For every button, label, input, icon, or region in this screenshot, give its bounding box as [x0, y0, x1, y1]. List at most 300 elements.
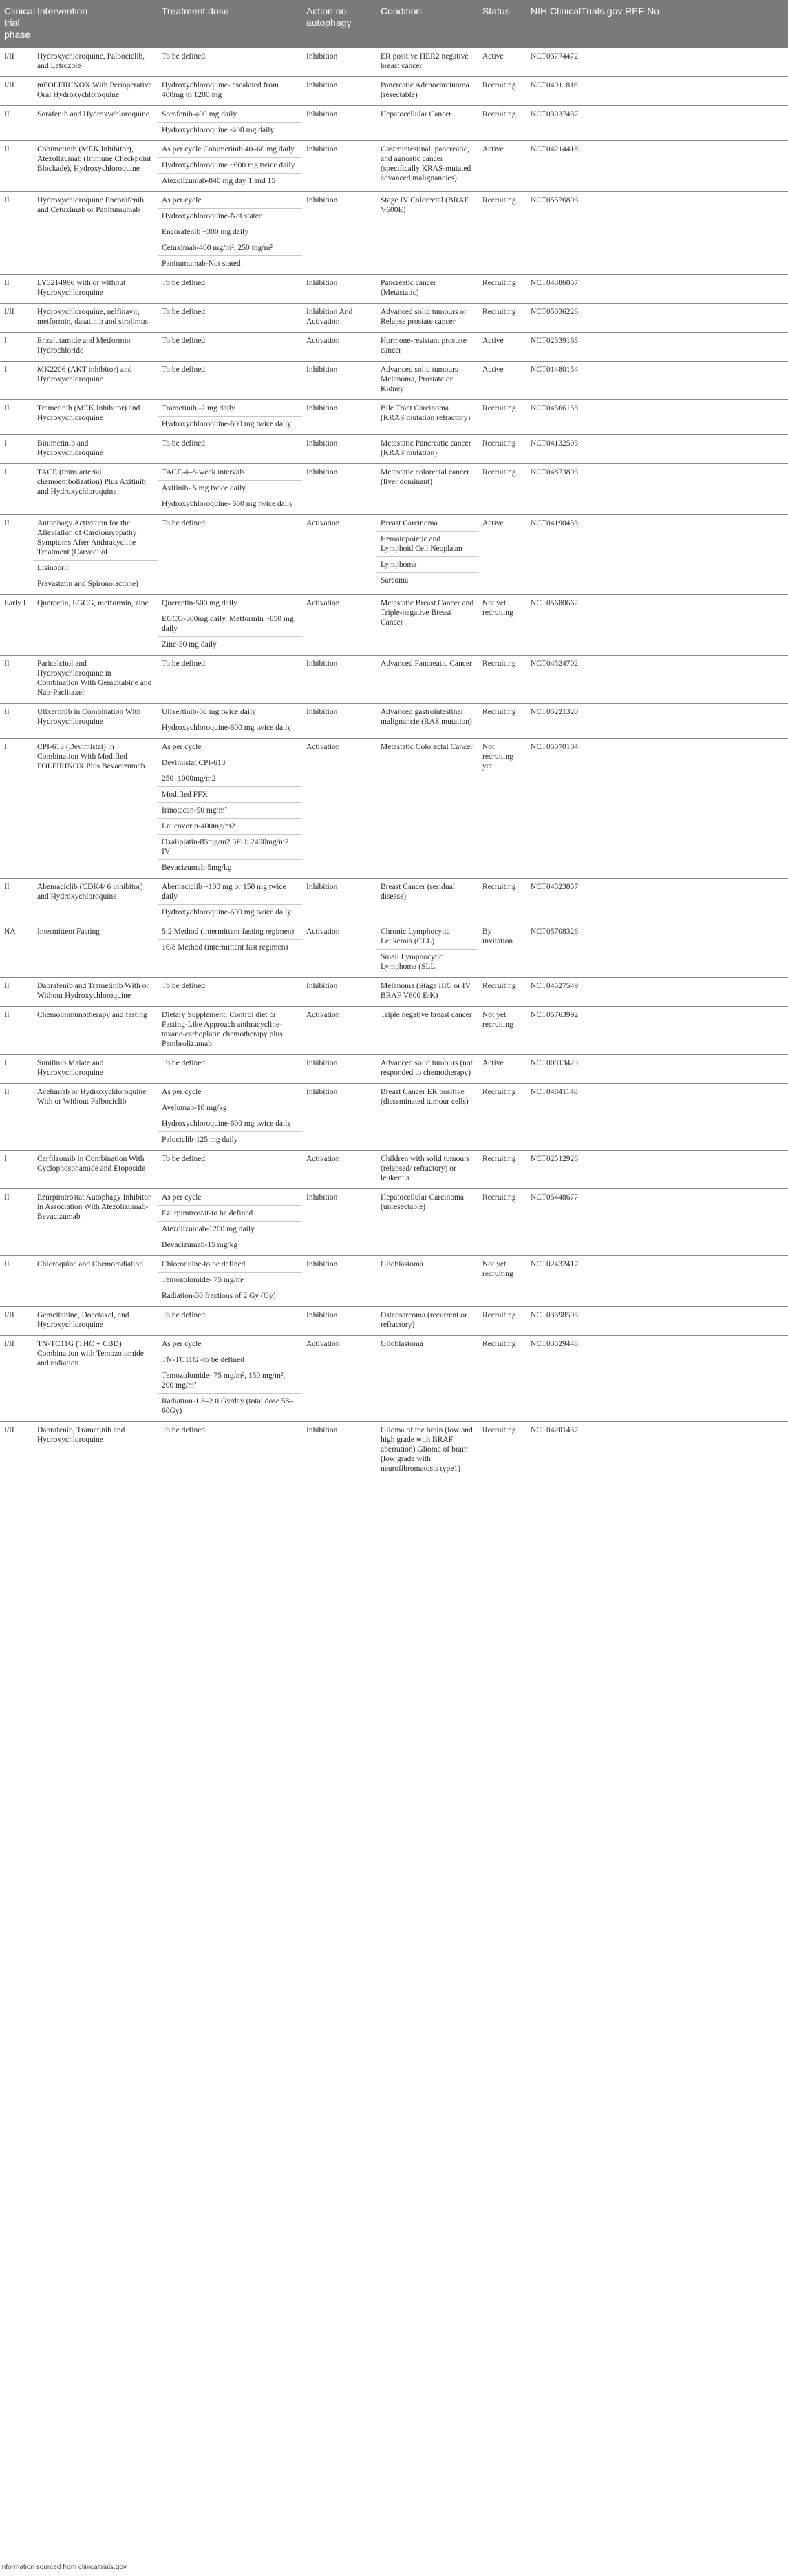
cell-treatment-dose-line: 16/8 Method (intermittent fast regimen): [158, 939, 302, 955]
table-row: [0, 77, 788, 106]
cell-treatment-dose-line: Chloroquine-to be defined: [162, 1260, 246, 1268]
cell-condition-line: Glioblastoma: [381, 1340, 423, 1348]
cell-condition: [376, 1336, 478, 1422]
cell-condition-line: Gastrointestinal, pancreatic, and agnostic cancer (specifically KRAS-mutated advanced malignancies): [381, 145, 471, 182]
cell-intervention-line: Chloroquine and Chemoradiation: [37, 1260, 143, 1268]
cell-intervention-line: Intermittent Fasting: [37, 928, 100, 936]
cell-ref: NCT03598595: [531, 1311, 578, 1319]
cell-status: Recruiting: [482, 404, 516, 412]
cell-condition: [376, 1151, 478, 1189]
cell-intervention: [33, 1336, 158, 1422]
cell-ref: NCT04190433: [531, 519, 578, 527]
cell-intervention-line: Hydroxychloroquine Encorafenib and Cetuximab or Panitumumab: [37, 196, 144, 214]
cell-condition-line: Hormone-resistant prostate cancer: [381, 337, 467, 355]
table-row: [0, 515, 788, 595]
cell-treatment-dose-line: To be defined: [162, 1426, 206, 1434]
table-row: [0, 879, 788, 923]
table-row: [0, 1422, 788, 1480]
cell-action: Inhibition: [306, 660, 338, 668]
cell-intervention-line: Gemcitabine, Docetaxel, and Hydroxychloroquine: [37, 1311, 129, 1329]
cell-treatment-dose-line: Sorafenib-400 mg daily: [162, 110, 237, 118]
cell-treatment-dose-line: EGCG-300mg daily, Metformin ~850 mg daily: [158, 611, 302, 636]
cell-action: Inhibition: [306, 883, 338, 891]
table-row: [0, 1007, 788, 1055]
cell-status: Active: [482, 145, 504, 154]
cell-action: Inhibition: [306, 110, 338, 118]
cell-intervention-line: Sunitinib Malate and Hydroxychloroquine: [37, 1059, 104, 1077]
cell-intervention: [33, 1256, 158, 1307]
cell-condition: [376, 923, 478, 978]
cell-intervention-line: LY3214996 with or without Hydroxychloroquine: [37, 279, 126, 297]
cell-treatment-dose: [158, 1422, 302, 1480]
cell-ref: NCT05576896: [531, 196, 578, 205]
cell-condition-line: Advanced gastrointestinal malignancie (RAS mutation): [381, 708, 472, 726]
cell-ref: NCT04527549: [531, 982, 578, 990]
cell-ref: NCT05221320: [531, 708, 578, 716]
cell-treatment-dose-line: Bevacizumab-15 mg/kg: [158, 1237, 302, 1253]
cell-status: Recruiting: [482, 279, 516, 287]
cell-treatment-dose-line: Bevacizumab-5mg/kg: [158, 859, 302, 875]
cell-action: Inhibition: [306, 366, 338, 374]
cell-treatment-dose-line: 250–1000mg/m2: [158, 771, 302, 786]
cell-ref: NCT04523857: [531, 883, 578, 891]
cell-ref: NCT04873895: [531, 468, 578, 477]
cell-treatment-dose-line: Devimistat CPI-613: [158, 755, 302, 771]
cell-phase: II: [4, 196, 10, 205]
cell-intervention-line: Ulixertinib in Combination With Hydroxychloroquine: [37, 708, 141, 726]
cell-condition: [376, 304, 478, 333]
cell-phase: II: [4, 279, 10, 287]
cell-ref: NCT04386057: [531, 279, 578, 287]
cell-treatment-dose: [158, 704, 302, 739]
cell-condition-line: Chronic Lymphocytic Leukemia (CLL): [381, 928, 450, 945]
cell-intervention: [33, 1007, 158, 1055]
cell-ref: NCT05448677: [531, 1193, 578, 1202]
cell-treatment-dose: [158, 1307, 302, 1336]
cell-ref: NCT05763992: [531, 1011, 578, 1019]
cell-phase: Early I: [4, 599, 26, 607]
cell-treatment-dose-line: Atezolizumab-1200 mg daily: [158, 1221, 302, 1237]
cell-intervention: [33, 1084, 158, 1151]
cell-intervention-line: Dabrafenib and Trametinib With or Without Hydroxychloroquine: [37, 982, 149, 1000]
cell-action: Activation: [306, 1011, 340, 1019]
cell-action: Inhibition: [306, 145, 338, 154]
cell-treatment-dose-line: As per cycle: [162, 1193, 202, 1202]
cell-action: Activation: [306, 928, 340, 936]
cell-intervention: [33, 978, 158, 1007]
cell-intervention: [33, 304, 158, 333]
cell-intervention: [33, 362, 158, 400]
cell-status: Not yet recruiting: [482, 1260, 513, 1278]
cell-condition-line: Advanced solid tumours Melanoma, Prostate or Kidney: [381, 366, 458, 393]
cell-condition: [376, 739, 478, 879]
cell-treatment-dose-line: As per cycle: [162, 196, 202, 205]
header-condition: Condition: [381, 6, 422, 17]
cell-action: Inhibition: [306, 1311, 338, 1319]
cell-intervention: [33, 77, 158, 106]
cell-treatment-dose: [158, 1256, 302, 1307]
cell-action: Inhibition And Activation: [306, 308, 353, 326]
cell-ref: NCT04132505: [531, 439, 578, 448]
cell-treatment-dose-line: To be defined: [162, 1155, 206, 1163]
table-row: [0, 595, 788, 656]
table-body: [0, 48, 788, 1480]
table-row: [0, 362, 788, 400]
cell-treatment-dose-line: Panitumumab-Not stated: [158, 255, 302, 271]
cell-condition-line: Sarcoma: [376, 572, 478, 588]
cell-phase: II: [4, 1193, 10, 1202]
cell-intervention: [33, 106, 158, 141]
cell-condition-line: Pancreatic Adenocarcinoma (resectable): [381, 81, 469, 99]
cell-condition-line: Lymphoma: [376, 556, 478, 572]
cell-intervention-line: mFOLFIRINOX With Perioperative Oral Hydroxychloroquine: [37, 81, 152, 99]
cell-phase: I/II: [4, 52, 14, 61]
cell-status: Recruiting: [482, 660, 516, 668]
cell-condition: [376, 141, 478, 192]
cell-phase: II: [4, 982, 10, 990]
cell-condition-line: Glioma of the brain (low and high grade with BRAF aberration) Glioma of brain (low grade with neurofibromatosis type1): [381, 1426, 473, 1473]
cell-action: Activation: [306, 337, 340, 345]
cell-treatment-dose-line: To be defined: [162, 1059, 206, 1067]
cell-intervention: [33, 275, 158, 304]
cell-condition-line: ER positive HER2 negative breast cancer: [381, 52, 469, 70]
cell-status: By invitation: [482, 928, 513, 945]
cell-intervention-line: Carfilzomib in Combination With Cyclophosphamide and Etoposide: [37, 1155, 146, 1173]
cell-treatment-dose-line: TACE-4–8-week intervals: [162, 468, 245, 477]
cell-condition: [376, 1256, 478, 1307]
cell-ref: NCT03037437: [531, 110, 578, 118]
cell-condition-line: Metastatic colorectal cancer (liver dominant): [381, 468, 469, 486]
cell-treatment-dose: [158, 879, 302, 923]
cell-condition: [376, 595, 478, 656]
table-header-row: [0, 0, 788, 48]
cell-condition-line: Advanced Pancreatic Cancer: [381, 660, 472, 668]
cell-condition-line: Bile Tract Carcinoma (KRAS mutation refractory): [381, 404, 471, 422]
table-row: [0, 923, 788, 978]
cell-ref: NCT03529448: [531, 1340, 578, 1348]
cell-ref: NCT05036226: [531, 308, 578, 316]
cell-intervention-line: Quercetin, EGCG, metformin, zinc: [37, 599, 149, 607]
cell-treatment-dose-line: Encorafenib ~300 mg daily: [158, 224, 302, 240]
cell-treatment-dose: [158, 435, 302, 464]
cell-treatment-dose: [158, 923, 302, 978]
cell-action: Inhibition: [306, 404, 338, 412]
cell-status: Active: [482, 519, 504, 527]
cell-status: Recruiting: [482, 982, 516, 990]
cell-ref: NCT04841148: [531, 1088, 578, 1096]
cell-intervention-line: Dabrafenib, Trametinib and Hydroxychloroquine: [37, 1426, 125, 1444]
cell-treatment-dose: [158, 48, 302, 77]
cell-intervention: [33, 879, 158, 923]
cell-treatment-dose-line: Modified FFX: [158, 786, 302, 802]
cell-treatment-dose-line: As per cycle: [162, 1088, 202, 1096]
cell-treatment-dose-line: Hydroxychloroquine -400 mg daily: [158, 122, 302, 138]
cell-action: Inhibition: [306, 1193, 338, 1202]
cell-intervention: [33, 435, 158, 464]
cell-ref: NCT04214418: [531, 145, 578, 154]
cell-treatment-dose-line: Hydroxychloroquine-Not stated: [158, 208, 302, 224]
cell-status: Recruiting: [482, 110, 516, 118]
table-row: [0, 275, 788, 304]
cell-treatment-dose-line: Temozolomide- 75 mg/m²: [158, 1272, 302, 1288]
table-row: [0, 141, 788, 192]
cell-intervention-line: CPI-613 (Devimistat) in Combination With Modified FOLFIRINOX Plus Bevacizumab: [37, 743, 145, 771]
cell-treatment-dose-line: Palociclib-125 mg daily: [158, 1131, 302, 1147]
cell-condition: [376, 978, 478, 1007]
cell-ref: NCT02432417: [531, 1260, 578, 1268]
cell-intervention-line: Avelumab or Hydroxychloroquine With or Without Palbociclib: [37, 1088, 147, 1106]
cell-ref: NCT04201457: [531, 1426, 578, 1434]
cell-status: Recruiting: [482, 308, 516, 316]
cell-condition: [376, 656, 478, 704]
cell-condition-line: Hepatocellular Carcinoma (unresectable): [381, 1193, 465, 1211]
cell-phase: I: [4, 1059, 7, 1067]
cell-intervention: [33, 141, 158, 192]
cell-status: Not yet recruiting: [482, 1011, 513, 1029]
cell-treatment-dose: [158, 400, 302, 435]
cell-condition-line: Melanoma (Stage IIIC or IV BRAF V600 E/K): [381, 982, 471, 1000]
cell-phase: I/II: [4, 1340, 14, 1348]
cell-treatment-dose-line: To be defined: [162, 660, 206, 668]
cell-treatment-dose-line: To be defined: [162, 519, 206, 527]
cell-intervention-line: Ezurpimtrostat Autophagy Inhibitor in Association With Atezolizumab-Bevacizumab: [37, 1193, 151, 1221]
cell-ref: NCT04911816: [531, 81, 578, 90]
cell-treatment-dose-line: Hydroxychloroquine- escalated from 400mg to 1200 mg: [162, 81, 279, 99]
cell-intervention-line: TACE (trans arterial chemoembolization) Plus Axitinib and Hydroxychloroquine: [37, 468, 146, 496]
cell-status: Recruiting: [482, 708, 516, 716]
cell-action: Inhibition: [306, 1088, 338, 1096]
cell-condition-line: Pancreatic cancer (Metastatic): [381, 279, 436, 297]
cell-intervention: [33, 333, 158, 362]
cell-ref: NCT05070104: [531, 743, 578, 751]
cell-condition: [376, 464, 478, 515]
cell-treatment-dose: [158, 1055, 302, 1084]
cell-intervention: [33, 656, 158, 704]
cell-intervention: [33, 1055, 158, 1084]
cell-treatment-dose-line: Oxaliplatin-85mg/m2 5FU: 2400mg/m2 IV: [158, 834, 302, 859]
cell-treatment-dose-line: Atezolizumab-840 mg day 1 and 15: [158, 173, 302, 189]
cell-treatment-dose-line: Ulixertinib-50 mg twice daily: [162, 708, 257, 716]
cell-treatment-dose: [158, 739, 302, 879]
cell-action: Inhibition: [306, 439, 338, 448]
cell-treatment-dose-line: Cetuximab-400 mg/m², 250 mg/m²: [158, 240, 302, 255]
cell-phase: II: [4, 145, 10, 154]
cell-condition-line: Breast Cancer (residual disease): [381, 883, 455, 901]
cell-action: Inhibition: [306, 468, 338, 477]
cell-treatment-dose: [158, 464, 302, 515]
table-row: [0, 1256, 788, 1307]
cell-ref: NCT02339168: [531, 337, 578, 345]
cell-action: Inhibition: [306, 1059, 338, 1067]
cell-treatment-dose-line: To be defined: [162, 308, 206, 316]
cell-condition-line: Children with solid tumours (relapsed/ refractory) or leukemia: [381, 1155, 470, 1182]
cell-action: Activation: [306, 743, 340, 751]
cell-phase: I/II: [4, 1426, 14, 1434]
cell-condition-line: Small Lymphocytic Lymphoma (SLL: [376, 949, 478, 974]
cell-condition-line: Metastatic Colorectal Cancer: [381, 743, 473, 751]
cell-ref: NCT05680662: [531, 599, 578, 607]
cell-intervention-line: Trametinib (MEK Inhibitor) and Hydroxychloroquine: [37, 404, 140, 422]
cell-intervention: [33, 1422, 158, 1480]
cell-action: Inhibition: [306, 279, 338, 287]
cell-condition-line: Metastatic Breast Cancer and Triple-negative Breast Cancer: [381, 599, 474, 627]
cell-action: Activation: [306, 519, 340, 527]
cell-condition: [376, 362, 478, 400]
table-footnote: Information sourced from clinicaltrials.gov.: [0, 2564, 128, 2571]
cell-treatment-dose-line: Axitinib- 5 mg twice daily: [158, 480, 302, 496]
cell-treatment-dose-line: Trametinib -2 mg daily: [162, 404, 235, 412]
cell-condition: [376, 1422, 478, 1480]
cell-treatment-dose-line: Leucovorin-400mg/m2: [158, 818, 302, 834]
cell-phase: I/II: [4, 1311, 14, 1319]
cell-condition-line: Metastatic Pancreatic cancer (KRAS mutation): [381, 439, 471, 457]
cell-treatment-dose-line: To be defined: [162, 1311, 206, 1319]
cell-intervention-line: Enzalutamide and Metformin Hydrochloride: [37, 337, 131, 355]
cell-phase: NA: [4, 928, 16, 936]
cell-status: Not recruiting yet: [482, 743, 513, 771]
cell-intervention: [33, 464, 158, 515]
cell-treatment-dose: [158, 275, 302, 304]
cell-condition: [376, 1084, 478, 1151]
cell-condition: [376, 77, 478, 106]
table-row: [0, 400, 788, 435]
cell-phase: II: [4, 519, 10, 527]
cell-condition: [376, 704, 478, 739]
cell-phase: II: [4, 110, 10, 118]
cell-treatment-dose-line: Zinc-50 mg daily: [158, 636, 302, 652]
cell-status: Active: [482, 337, 504, 345]
cell-treatment-dose-line: As per cycle: [162, 743, 202, 751]
cell-treatment-dose-line: To be defined: [162, 439, 206, 448]
cell-condition: [376, 106, 478, 141]
cell-action: Activation: [306, 1155, 340, 1163]
cell-intervention-line: Hydroxychloroquine, nelfinavir, metformin, dasatinib and sirolimus: [37, 308, 148, 326]
cell-treatment-dose-line: To be defined: [162, 279, 206, 287]
cell-treatment-dose-line: Dietary Supplement: Control diet or Fasting-Like Approach anthracycline-taxane-carboplatin chemotherapy plus Pembrolizumab: [162, 1011, 283, 1048]
cell-phase: II: [4, 1260, 10, 1268]
cell-treatment-dose: [158, 1336, 302, 1422]
header-status: Status: [482, 6, 510, 17]
cell-condition-line: Breast Carcinoma: [381, 519, 438, 527]
cell-intervention-line: Hydroxychloroquine, Palbociclib, and Letrozole: [37, 52, 145, 70]
cell-phase: II: [4, 883, 10, 891]
header-action: Action on autophagy: [306, 6, 352, 28]
table-row: [0, 304, 788, 333]
table-row: [0, 464, 788, 515]
cell-treatment-dose: [158, 656, 302, 704]
cell-status: Recruiting: [482, 1311, 516, 1319]
cell-treatment-dose: [158, 333, 302, 362]
cell-treatment-dose: [158, 362, 302, 400]
cell-intervention-line: Paricalcitol and Hydroxychloroquine in Combination With Gemcitabine and Nab-Paclitaxel: [37, 660, 152, 697]
cell-intervention: [33, 595, 158, 656]
cell-treatment-dose-line: Hydroxychloroquine- 600 mg twice daily: [158, 496, 302, 512]
header-phase: Clinical trial phase: [4, 6, 36, 40]
cell-treatment-dose-line: 5:2 Method (intermittent fasting regimen): [162, 928, 295, 936]
table-row: [0, 704, 788, 739]
cell-status: Recruiting: [482, 1155, 516, 1163]
cell-condition-line: Advanced solid tumours (not responded to chemotherapy): [381, 1059, 473, 1077]
cell-phase: I: [4, 468, 7, 477]
cell-phase: I: [4, 743, 7, 751]
cell-treatment-dose: [158, 515, 302, 595]
cell-status: Recruiting: [482, 196, 516, 205]
cell-intervention-line: Lisinopril: [33, 560, 158, 576]
cell-treatment-dose-line: Radiation-1.8–2.0 Gy/day (total dose 58–60Gy): [158, 1393, 302, 1418]
cell-action: Activation: [306, 599, 340, 607]
cell-condition: [376, 48, 478, 77]
cell-treatment-dose: [158, 106, 302, 141]
cell-treatment-dose-line: Avelumab-10 mg/kg: [158, 1100, 302, 1116]
cell-treatment-dose-line: Hydroxychloroquine-600 mg twice daily: [158, 720, 302, 735]
cell-condition: [376, 1189, 478, 1256]
cell-action: Inhibition: [306, 982, 338, 990]
cell-phase: II: [4, 708, 10, 716]
cell-treatment-dose-line: Hydroxychloroquine-600 mg twice daily: [158, 1116, 302, 1131]
table-row: [0, 435, 788, 464]
table-row: [0, 1189, 788, 1256]
cell-condition: [376, 192, 478, 275]
cell-status: Recruiting: [482, 1088, 516, 1096]
cell-ref: NCT03774472: [531, 52, 578, 61]
cell-ref: NCT02512926: [531, 1155, 578, 1163]
cell-ref: NCT00813423: [531, 1059, 578, 1067]
cell-status: Recruiting: [482, 1426, 516, 1434]
cell-condition: [376, 333, 478, 362]
table-row: [0, 1307, 788, 1336]
cell-intervention-line: Cobimetinib (MEK Inhibitor), Atezolizumab (Immune Checkpoint Blockade), Hydroxychloroquine: [37, 145, 151, 173]
cell-intervention: [33, 704, 158, 739]
header-treatment-dose: Treatment dose: [162, 6, 229, 17]
cell-status: Active: [482, 52, 504, 61]
cell-treatment-dose-line: To be defined: [162, 52, 206, 61]
cell-condition-line: Advanced solid tumours or Relapse prostate cancer: [381, 308, 467, 326]
cell-treatment-dose-line: TN-TC11G -to be defined: [158, 1352, 302, 1368]
cell-intervention: [33, 923, 158, 978]
table-row: [0, 1336, 788, 1422]
cell-treatment-dose: [158, 1084, 302, 1151]
cell-treatment-dose: [158, 141, 302, 192]
cell-action: Activation: [306, 1340, 340, 1348]
table-row: [0, 1084, 788, 1151]
cell-intervention: [33, 515, 158, 595]
cell-status: Active: [482, 1059, 504, 1067]
cell-intervention-line: Autophagy Activation for the Alleviation of Cardiomyopathy Symptoms After Anthracycline Treatment (Carvedilol: [37, 519, 137, 556]
table-row: [0, 739, 788, 879]
cell-treatment-dose: [158, 1007, 302, 1055]
cell-condition-line: Triple negative breast cancer: [381, 1011, 472, 1019]
cell-condition-line: Osteosarcoma (recurrent or refractory): [381, 1311, 467, 1329]
cell-phase: II: [4, 1011, 10, 1019]
cell-action: Inhibition: [306, 1260, 338, 1268]
table-row: [0, 48, 788, 77]
cell-treatment-dose: [158, 595, 302, 656]
cell-intervention-line: Abemaciclib (CDK4/ 6 inhibitor) and Hydroxychloroquine: [37, 883, 143, 901]
cell-status: Not yet recruiting: [482, 599, 513, 617]
cell-intervention: [33, 739, 158, 879]
cell-treatment-dose-line: Hydroxychloroquine-600 mg twice daily: [158, 904, 302, 920]
cell-phase: I/II: [4, 308, 14, 316]
cell-condition: [376, 515, 478, 595]
header-ref: NIH ClinicalTrials.gov REF No.: [531, 6, 662, 17]
cell-treatment-dose-line: Hydroxychloroquine-600 mg twice daily: [158, 416, 302, 432]
cell-ref: NCT04566133: [531, 404, 578, 412]
cell-ref: NCT05708326: [531, 928, 578, 936]
cell-ref: NCT01480154: [531, 366, 578, 374]
cell-treatment-dose: [158, 304, 302, 333]
cell-intervention: [33, 1307, 158, 1336]
cell-condition: [376, 1055, 478, 1084]
